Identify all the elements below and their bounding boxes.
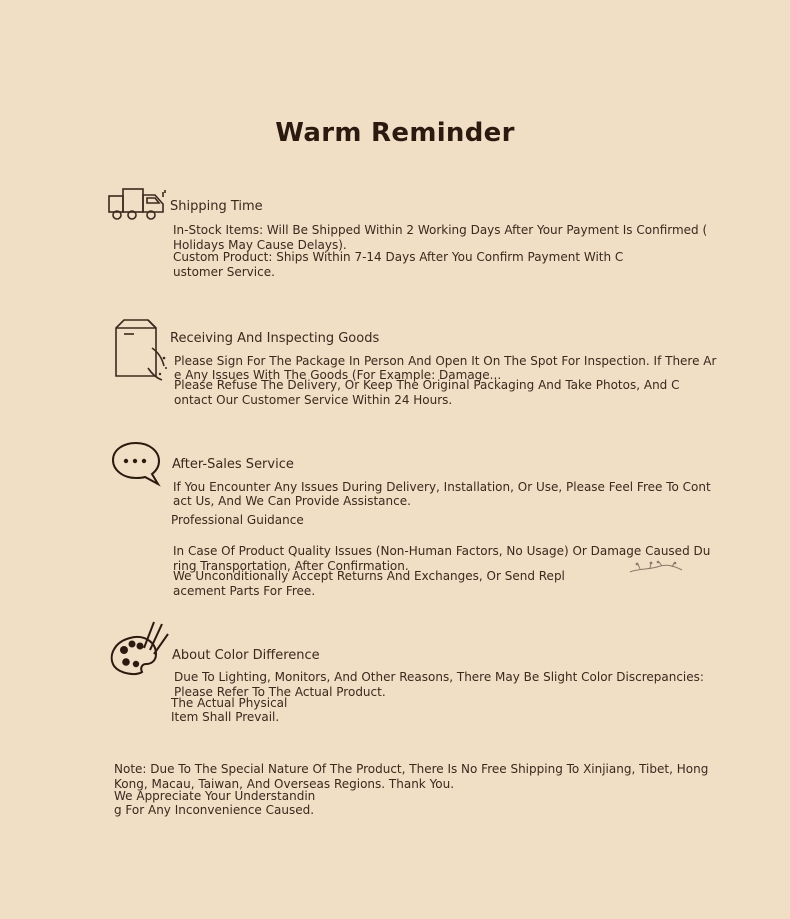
shipping-line: Holidays May Cause Delays).: [173, 238, 347, 252]
professional-guidance-subheading: Professional Guidance: [171, 513, 304, 527]
receiving-line: e Any Issues With The Goods (For Example: Damage...: [174, 368, 502, 382]
guidance-line: We Unconditionally Accept Returns And Exchanges, Or Send Repl: [173, 569, 565, 583]
floral-sprig-decoration: [628, 560, 684, 582]
color-line: Due To Lighting, Monitors, And Other Reasons, There May Be Slight Color Discrepancies:: [174, 670, 704, 684]
shipping-line: Custom Product: Ships Within 7-14 Days After You Confirm Payment With C: [173, 250, 624, 264]
color-line: Item Shall Prevail.: [171, 710, 280, 724]
guidance-line: ring Transportation, After Confirmation.: [173, 559, 409, 573]
after-sales-heading: After-Sales Service: [172, 457, 294, 472]
box-icon: [112, 318, 170, 384]
chat-bubble-icon: [110, 440, 164, 488]
color-line: Please Refer To The Actual Product.: [174, 685, 386, 699]
after-sales-line: act Us, And We Can Provide Assistance.: [173, 494, 411, 508]
note-line: We Appreciate Your Understandin: [114, 789, 316, 803]
receiving-line: ontact Our Customer Service Within 24 Hours.: [174, 393, 453, 407]
guidance-line: In Case Of Product Quality Issues (Non-Human Factors, No Usage) Or Damage Caused Du: [173, 544, 711, 558]
truck-icon: [107, 186, 169, 224]
receiving-heading: Receiving And Inspecting Goods: [170, 331, 380, 346]
note-line: Note: Due To The Special Nature Of The Product, There Is No Free Shipping To Xinjiang, Tibet, Hong: [114, 762, 709, 776]
page-title: Warm Reminder: [275, 118, 515, 148]
color-difference-heading: About Color Difference: [172, 648, 320, 663]
shipping-line: In-Stock Items: Will Be Shipped Within 2 Working Days After Your Payment Is Confirmed (: [173, 223, 708, 237]
shipping-time-heading: Shipping Time: [170, 199, 263, 214]
receiving-line: Please Sign For The Package In Person And Open It On The Spot For Inspection. If There Ar: [174, 354, 717, 368]
guidance-line: acement Parts For Free.: [173, 584, 316, 598]
shipping-line: ustomer Service.: [173, 265, 275, 279]
note-line: Kong, Macau, Taiwan, And Overseas Regions. Thank You.: [114, 777, 455, 791]
after-sales-line: If You Encounter Any Issues During Delivery, Installation, Or Use, Please Feel Free To Cont: [173, 480, 711, 494]
color-line: The Actual Physical: [171, 696, 288, 710]
palette-icon: [110, 620, 172, 682]
note-line: g For Any Inconvenience Caused.: [114, 803, 315, 817]
receiving-line: Please Refuse The Delivery, Or Keep The Original Packaging And Take Photos, And C: [174, 378, 680, 392]
